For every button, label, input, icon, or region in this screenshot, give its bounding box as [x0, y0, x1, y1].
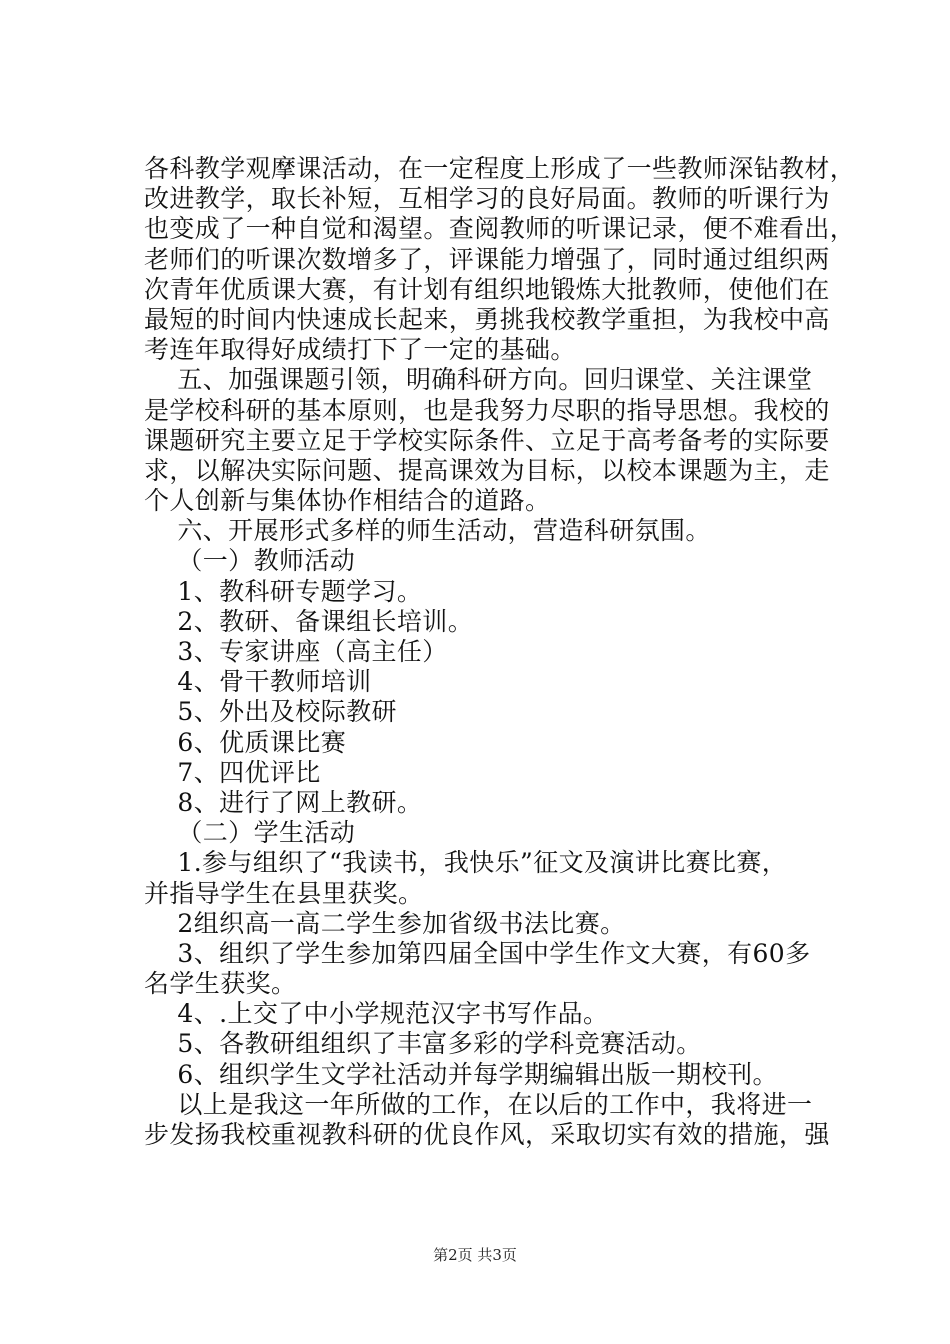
- document-body: [144, 154, 856, 1150]
- body-text-line: 六、开展形式多样的师生活动，营造科研氛围。: [144, 516, 711, 546]
- body-text-line: 8、进行了网上教研。: [144, 787, 423, 817]
- body-text-line: 各科教学观摩课活动，在一定程度上形成了一些教师深钻教材，: [144, 154, 856, 183]
- body-text-line: 7、四优评比: [144, 757, 321, 787]
- page-number-footer: 第2页 共3页: [433, 1246, 517, 1264]
- body-text-line: 1、教科研专题学习。: [144, 576, 423, 606]
- body-text-line: 6、组织学生文学社活动并每学期编辑出版一期校刊。: [144, 1059, 778, 1089]
- body-text-line: 6、优质课比赛: [144, 727, 347, 757]
- body-text-line: 2组织高一高二学生参加省级书法比赛。: [144, 908, 626, 938]
- body-text-line: 是学校科研的基本原则，也是我努力尽职的指导思想。我校的: [144, 395, 830, 425]
- body-text-line: 个人创新与集体协作相结合的道路。: [144, 486, 551, 516]
- body-text-line: 3、专家讲座（高主任）: [144, 637, 448, 666]
- body-text-line: 4、.上交了中小学规范汉字书写作品。: [144, 999, 609, 1029]
- body-text-line: 步发扬我校重视教科研的优良作风，采取切实有效的措施，强: [144, 1120, 830, 1149]
- body-text-line: 名学生获奖。: [144, 969, 297, 999]
- body-text-line: （一）教师活动: [144, 546, 356, 576]
- body-text-line: 考连年取得好成绩打下了一定的基础。: [144, 335, 576, 365]
- body-text-line: 课题研究主要立足于学校实际条件、立足于高考备考的实际要: [144, 425, 830, 455]
- body-text-line: 4、骨干教师培训: [144, 667, 372, 697]
- body-text-line: 也变成了一种自觉和渴望。查阅教师的听课记录，便不难看出，: [144, 214, 856, 244]
- body-text-line: 五、加强课题引领，明确科研方向。回归课堂、关注课堂: [144, 365, 813, 395]
- body-text-line: 5、各教研组组织了丰富多彩的学科竞赛活动。: [144, 1029, 702, 1059]
- body-text-line: 改进教学，取长补短，互相学习的良好局面。教师的听课行为: [144, 184, 830, 214]
- body-text-line: 3、组织了学生参加第四届全国中学生作文大赛，有60多: [144, 938, 811, 968]
- body-text-line: 1.参与组织了“我读书，我快乐”征文及演讲比赛比赛，: [144, 848, 788, 878]
- body-text-line: 并指导学生在县里获奖。: [144, 878, 424, 908]
- body-text-line: 以上是我这一年所做的工作，在以后的工作中，我将进一: [144, 1089, 813, 1119]
- body-text-line: 求，以解决实际问题、提高课效为目标，以校本课题为主，走: [144, 455, 830, 485]
- body-text-line: 2、教研、备课组长培训。: [144, 606, 474, 636]
- body-text-line: 老师们的听课次数增多了，评课能力增强了，同时通过组织两: [144, 244, 830, 274]
- body-text-line: （二）学生活动: [144, 818, 356, 848]
- body-text-line: 最短的时间内快速成长起来，勇挑我校教学重担，为我校中高: [144, 304, 830, 334]
- body-text-line: 次青年优质课大赛，有计划有组织地锻炼大批教师，使他们在: [144, 274, 830, 304]
- body-text-line: 5、外出及校际教研: [144, 697, 397, 727]
